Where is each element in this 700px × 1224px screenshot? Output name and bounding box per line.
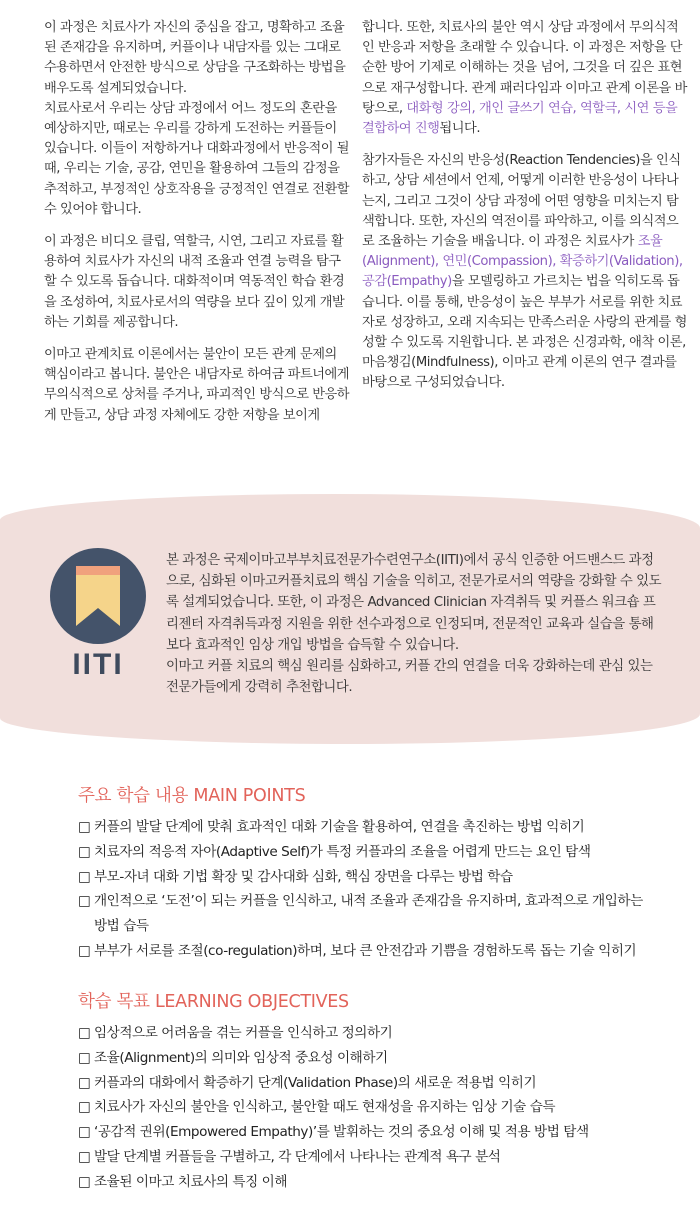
certification-text: 본 과정은 국제이마고부부치료전문가수련연구소(IITI)에서 공식 인증한 어드밴스드 과정으로, 심화된 이마고커플치료의 핵심 기술을 익히고, 전문가로서의 역량을 강화할 수 있도록 설계되었습니다. 또한, 이 과정은 Advanced Clinician 자격취득 및 커플스 워크숍 프리젠터 자격취득과정 지원을 위한 선수과정으로 인정되며, 전문적인 교육과 실습을 통해 보다 효과적인 임상 개입 방법을 습득할 수 있습니다. 이마고 커플 치료의 핵심 원리를 심화하고, 커플 간의 연결을 더욱 강화하는데 관심 있는 전문가들에게 강력히 추천합니다. — [166, 553, 662, 696]
text-run: 됩니다. — [439, 121, 481, 137]
list-item-text: 조율(Alignment)의 의미와 임상적 중요성 이해하기 — [94, 1049, 388, 1066]
intro-paragraph: 이 과정은 비디오 클립, 역할극, 시연, 그리고 자료를 활용하여 치료사가 자신의 내적 조율과 연결 능력을 탐구할 수 있도록 돕습니다. 대화적이며 역동적인 학습 환경을 조성하여, 치료사로서의 역량을 보다 깊이 있게 개발하는 기회를 제공합니다. — [44, 234, 345, 330]
intro-paragraph: 이마고 관계치료 이론에서는 불안이 모든 관계 문제의 핵심이라고 봅니다. 불안은 내담자로 하여금 파트너에게 무의식적으로 상처를 주거나, 파괴적인 방식으로 반응하게 만들고, 상담 과정 자체에도 강한 저항을 보이게 — [44, 347, 350, 423]
checkbox-icon: □ — [78, 868, 91, 885]
list-item-text: ‘공감적 권위(Empowered Empathy)’를 발휘하는 것의 중요성 이해 및 적용 방법 탐색 — [94, 1124, 589, 1141]
checkbox-icon: □ — [78, 1074, 91, 1091]
list-item — [78, 1021, 688, 1046]
list-item-text: 임상적으로 어려움을 겪는 커플을 인식하고 정의하기 — [94, 1025, 393, 1041]
list-item-text: 치료사가 자신의 불안을 인식하고, 불안할 때도 현재성을 유지하는 임상 기술 습득 — [94, 1099, 556, 1116]
text-run: 합니다. 또한, 치료사의 불안 역시 상담 과정에서 무의식적인 반응과 저항을 초래할 수 있습니다. 이 과정은 저항을 단순한 방어 기제로 이해하는 것을 넘어, 그것을 더 깊은 표현으로 재구성합니다. 관계 패러다임과 이마고 관계 이론을 바탕으로, — [362, 20, 687, 116]
checkbox-icon: □ — [78, 1124, 91, 1141]
list-item-text: 조율된 이마고 치료사의 특징 이해 — [94, 1173, 288, 1190]
checkbox-icon: □ — [78, 893, 91, 910]
iiti-logo-text: IITI — [72, 648, 124, 681]
list-item — [78, 889, 688, 939]
main-points-section — [78, 782, 688, 964]
main-points-list — [78, 815, 688, 964]
list-item-text: 커플의 발달 단계에 맞춰 효과적인 대화 기술을 활용하여, 연결을 촉진하는 방법 익히기 — [94, 819, 585, 835]
learning-objectives-title: 학습 목표 LEARNING OBJECTIVES — [78, 992, 349, 1012]
list-item-text: 발달 단계별 커플들을 구별하고, 각 단계에서 나타나는 관계적 욕구 분석 — [94, 1148, 501, 1165]
list-item — [78, 1071, 688, 1096]
list-item-text: 커플과의 대화에서 확증하기 단계(Validation Phase)의 새로운 적용법 익히기 — [94, 1074, 537, 1091]
intro-right-column — [362, 18, 688, 406]
list-item — [78, 1170, 688, 1195]
list-item — [78, 865, 688, 890]
list-item-text: 개인적으로 ‘도전’이 되는 커플을 인식하고, 내적 조율과 존재감을 유지하며, 효과적으로 개입하는 방법 습득 — [94, 893, 643, 935]
highlight-text: 대화형 강의, 개인 글쓰기 연습, 역할극, 시연 등을 결합하여 진행 — [362, 100, 678, 137]
intro-paragraph — [362, 151, 688, 393]
text-run: 참가자들은 자신의 반응성(Reaction Tendencies)을 인식하고, 상담 세션에서 언제, 어떻게 이러한 반응성이 나타나는지, 그리고 그것이 상담 과정에 어떤 영향을 미치는지 탐색합니다. 또한, 자신의 역전이를 파악하고, 이를 의식적으로 조율하는 기술을 배웁니다. 이 과정은 치료사가 — [362, 153, 681, 250]
list-item — [78, 840, 688, 865]
list-item — [78, 1145, 688, 1170]
list-item — [78, 1095, 688, 1120]
list-item-text: 치료자의 적응적 자아(Adaptive Self)가 특정 커플과의 조율을 어렵게 만드는 요인 탐색 — [94, 843, 591, 860]
list-item — [78, 1046, 688, 1071]
highlight-text: 조율(Alignment), 연민(Compassion), 확증하기(Validation), 공감(Empathy) — [362, 234, 683, 290]
main-points-title: 주요 학습 내용 MAIN POINTS — [78, 786, 306, 806]
text-run: 을 모델링하고 가르치는 법을 익히도록 돕습니다. 이를 통해, 반응성이 높은 부부가 서로를 위한 치료자로 성장하고, 오래 지속되는 만족스러운 사랑의 관계를 형성할 수 있도록 지원합니다. 본 과정은 신경과학, 애착 이론, 마음챙김(Mindfulness), 이마고 관계 이론의 연구 결과를 바탕으로 구성되었습니다. — [362, 274, 687, 391]
list-item — [78, 1120, 688, 1145]
checkbox-icon: □ — [78, 942, 91, 959]
list-item-text: 부부가 서로를 조절(co-regulation)하며, 보다 큰 안전감과 기쁨을 경험하도록 돕는 기술 익히기 — [94, 942, 637, 959]
checkbox-icon: □ — [78, 1049, 91, 1066]
learning-objectives-section — [78, 988, 688, 1195]
list-item — [78, 939, 688, 964]
list-item — [78, 815, 688, 840]
intro-left-column — [44, 18, 350, 438]
bookmark-icon — [50, 548, 146, 644]
intro-paragraph — [362, 18, 688, 139]
list-item-text: 부모-자녀 대화 기법 확장 및 감사대화 심화, 핵심 장면을 다루는 방법 학습 — [94, 868, 513, 885]
checkbox-icon: □ — [78, 1173, 91, 1190]
intro-paragraph: 이 과정은 치료사가 자신의 중심을 잡고, 명확하고 조율된 존재감을 유지하며, 커플이나 내담자를 있는 그대로 수용하면서 안전한 방식으로 상담을 구조화하는 방법을 배우도록 설계되었습니다. 치료사로서 우리는 상담 과정에서 어느 정도의 혼란을 예상하지만, 때로는 우리를 강하게 도전하는 커플들이 있습니다. 이들이 저항하거나 대화과정에서 반응적이 될 때, 우리는 기술, 공감, 연민을 활용하여 그들의 감정을 추적하고, 부정적인 상호작용을 긍정적인 연결로 전환할 수 있어야 합니다. — [44, 20, 350, 217]
checkbox-icon: □ — [78, 1099, 91, 1116]
checkbox-icon: □ — [78, 1025, 91, 1041]
learning-objectives-list — [78, 1021, 688, 1195]
checkbox-icon: □ — [78, 819, 91, 835]
checkbox-icon: □ — [78, 843, 91, 860]
checkbox-icon: □ — [78, 1148, 91, 1165]
